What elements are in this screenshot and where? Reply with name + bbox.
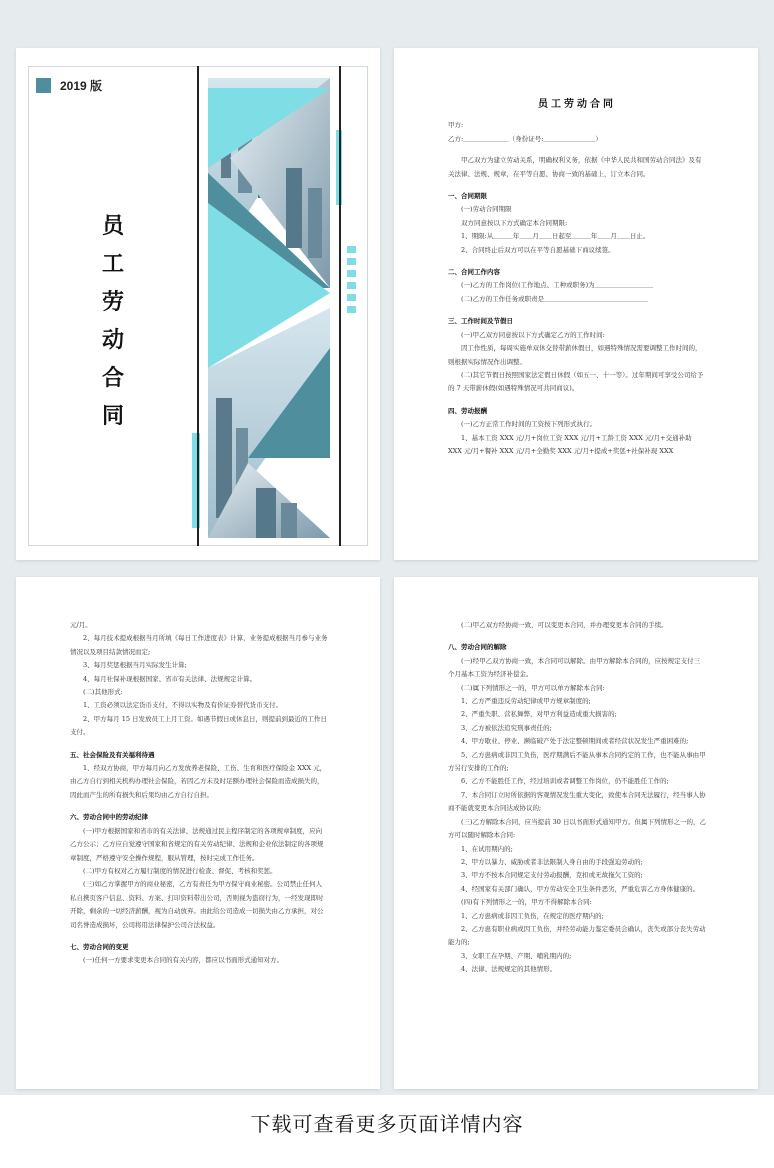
section-heading: 八、劳动合同的解除: [448, 643, 507, 652]
clause: 因工作性质，每周实施单双休交替带薪休假日，如遇特殊情况需要调整工作时间的，则根据实际情况作出调整。: [448, 344, 702, 366]
clause: (二)乙方的工作任务或职责是＿＿＿＿＿＿＿＿＿＿＿＿＿＿＿＿: [461, 294, 649, 303]
clause: 1、在试用期内的;: [461, 844, 513, 853]
clause: 6、乙方不能胜任工作，经过培训或者调整工作岗位，仍不能胜任工作的;: [461, 777, 669, 786]
version-label: 2019 版: [60, 79, 103, 93]
section-heading: 七、劳动合同的变更: [70, 942, 129, 951]
party-a-line: 甲方:: [448, 121, 464, 130]
clause: 元/月。: [70, 621, 92, 629]
clause: 4、甲方歇业、停业、濒临破产处于法定整顿期间或者经营状况发生严重困难的;: [461, 737, 689, 746]
section-heading: 二、合同工作内容: [448, 268, 500, 277]
version-marker: [36, 78, 51, 93]
page-body: [448, 68, 706, 458]
clause: 3、甲方不按本合同规定支付劳动报酬，克扣或无故拖欠工资的;: [461, 871, 643, 880]
section-heading: 六、劳动合同中的劳动纪律: [70, 813, 148, 822]
clause: (二)其它节假日按照国家法定假日休假（如五一、十一等）。过年期间可享受公司给予的 7 天带薪休假(如遇特殊情况可共同商议)。: [448, 370, 704, 393]
clause: (一)经甲乙双方协商一致，本合同可以解除。由甲方解除本合同的，应按规定支付三个月基本工资为经济补偿金。: [448, 656, 701, 679]
clause: (一)任何一方要求变更本合同的有关内容，都应以书面形式通知对方。: [83, 956, 284, 965]
clause: 2、合同终止后双方可以在平等自愿基础下商议续签。: [461, 245, 615, 254]
page-body: [448, 619, 706, 977]
cover-page[interactable]: [16, 48, 380, 560]
clause: (一)甲方根据国家和省市的有关法律、法规通过民主程序制定的各项规章制度，应向乙方公示；乙方应自觉遵守国家和省规定的有关劳动纪律、法规和企业依法制定的各项规章制度，严格遵守安全操作规程，服从管理，按时完成工作任务。: [70, 826, 324, 862]
contract-page-2[interactable]: [16, 577, 380, 1089]
clause: 1、乙方严重违反劳动纪律或甲方规章制度的;: [461, 697, 591, 706]
page-body: [70, 619, 328, 968]
clause: (二)其他形式:: [83, 688, 123, 697]
section-heading: 五、社会保险及有关福利待遇: [70, 750, 155, 759]
cover-title-char: 员: [101, 214, 124, 239]
contract-page-3[interactable]: [394, 577, 758, 1089]
clause: (一)甲乙双方同意按以下方式确定乙方的工作时间:: [461, 330, 605, 339]
cover-title: [98, 208, 128, 436]
cover-title-char: 劳: [101, 290, 124, 315]
clause: (一)劳动合同期限: [461, 205, 512, 214]
cover-divider-line-left: [197, 66, 199, 546]
clause: (二)属下列情形之一的，甲方可以单方解除本合同:: [461, 683, 605, 692]
clause: 1、经双方协商，甲方每月向乙方发放养老保险、工伤、生育和医疗保险金 XXX 元，由乙方自行到相关机构办理社会保险，若因乙方未及时足额办理社会保险而造成损失的，因此而产生的所有损失和后果均由乙方自行自担。: [70, 764, 327, 799]
clause: 4、经国家有关部门确认，甲方劳动安全卫生条件恶劣，严重危害乙方身体健康的。: [461, 884, 700, 893]
section-heading: 三、工作时间及节假日: [448, 317, 513, 326]
section-heading: 一、合同期限: [448, 192, 487, 201]
intro-paragraph: 甲乙双方为建立劳动关系，明确权利义务，依据《中华人民共和国劳动合同法》及有关法律、法规、规章，在平等自愿、协商一致的基础上，订立本合同。: [448, 156, 702, 178]
clause: 3、乙方被依法追究刑事责任的;: [461, 723, 552, 732]
party-b-line: 乙方:＿＿＿＿＿＿＿（身份证号:＿＿＿＿＿＿＿＿）: [448, 134, 602, 143]
download-caption[interactable]: 下载可查看更多页面详情内容: [250, 1112, 524, 1136]
contract-title: 员工劳动合同: [538, 99, 616, 110]
clause: 1、基本工资 XXX 元/月+岗位工资 XXX 元/月+工龄工资 XXX 元/月+交通补助 XXX 元/月+餐补 XXX 元/月+全勤奖 XXX 元/月+提成+奖惩+社保补现 XXX: [448, 433, 692, 455]
clause: (一)乙方的工作岗位(工作地点、工种或职务)为＿＿＿＿＿＿＿＿＿: [461, 281, 654, 290]
cover-title-char: 工: [101, 252, 124, 277]
clause: (三)如乙方掌握甲方的商业秘密，乙方有责任为甲方保守商业秘密。公司禁止任何人私自携页客户信息、资料、方案、打印资料带出公司，否则视为盗窃行为，一经发现即时开除，剩余的一切经济薪酬，视为自动放弃。由此给公司造成一切损失由乙方承担，对公司名誉造成损坏，公司将用法律保护公司合法权益。: [70, 880, 324, 929]
clause: 2、严重失职、营私舞弊，对甲方利益造成重大损害的;: [461, 710, 617, 719]
clause: 2、甲方以暴力、威胁或者非法限制人身自由的手段强迫劳动的;: [461, 857, 643, 866]
clause: 2、每月技术提成根据当月所填《每日工作进度表》计算，业务提成根据当月参与业务情况以及项目结款情况而定;: [70, 634, 328, 656]
clause: (二)甲方有权对乙方履行制度的情况进行检查、督促、考核和奖惩。: [83, 866, 277, 875]
clause: 1、乙方患病或非因工负伤，在规定的医疗期内的;: [461, 911, 604, 920]
clause: 7、本合同订立时所依据的客观情况发生重大变化，致使本合同无法履行，经当事人协商不能就变更本合同达成协议的;: [448, 790, 706, 813]
clause: (四)有下列情形之一的，甲方不得解除本合同:: [461, 898, 592, 907]
cover-title-char: 同: [101, 404, 124, 429]
clause: (三)乙方解除本合同，应当提前 30 日以书面形式通知甲方。但属下列情形之一的，乙方可以随时解除本合同:: [448, 817, 706, 840]
clause: 1、工资必须以法定货币支付，不得以实物及有价证券替代货币支付。: [83, 701, 283, 710]
clause: (一)乙方正常工作时间的工资按下列形式执行。: [461, 420, 597, 429]
contract-page-1[interactable]: [394, 48, 758, 560]
clause: 2、甲方每月 15 日发放员工上月工资。如遇节假日或休息日，则提前到最近的工作日支付。: [70, 714, 328, 737]
cover-title-char: 合: [101, 366, 124, 391]
cover-divider-line-right: [339, 66, 341, 546]
clause: 4、每月社保补现根据国家、省市有关法律、法规规定计算。: [83, 674, 257, 683]
clause: 2、乙方患有职业病或因工负伤，并经劳动能力鉴定委员会确认，丧失或部分丧失劳动能力的;: [448, 924, 706, 947]
clause: 5、乙方患病或非因工负伤，医疗期满后不能从事本合同约定的工作，也不能从事由甲方另行安排的工作的;: [448, 750, 706, 773]
cover-title-char: 动: [101, 328, 124, 353]
clause: 双方同意按以下方式确定本合同期限:: [461, 218, 568, 227]
clause: 1、期限:从＿＿＿年＿＿月＿＿日起至＿＿＿年＿＿月＿＿日止。: [461, 232, 650, 241]
section-heading: 四、劳动报酬: [448, 406, 487, 415]
clause: (二)甲乙双方经协商一致，可以变更本合同，并办理变更本合同的手续。: [461, 621, 668, 629]
clause: 4、法律、法规规定的其他情形。: [461, 965, 557, 974]
clause: 3、每月奖惩根据当月实际发生计算;: [83, 661, 187, 670]
clause: 3、女职工在孕期、产期、哺乳期内的;: [461, 951, 572, 960]
